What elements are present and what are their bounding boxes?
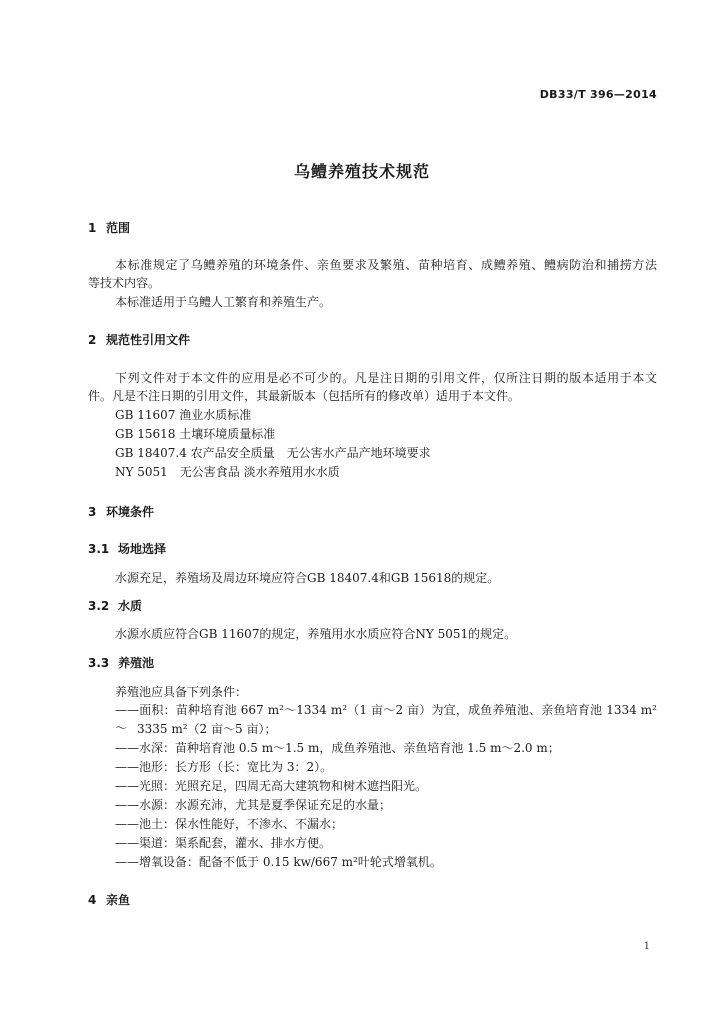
paragraph-line: 下列文件对于本文件的应用是必不可少的。凡是注日期的引用文件，仅所注日期的版本适用于本文: [115, 371, 657, 385]
reference-item: GB 18407.4 农产品安全质量 无公害水产品产地环境要求: [115, 446, 431, 460]
section-title: 规范性引用文件: [106, 333, 191, 347]
subsection-3-2-heading: [88, 597, 657, 615]
reference-item: GB 15618 土壤环境质量标准: [115, 427, 276, 441]
paragraph-line: 水源水质应符合GB 11607的规定，养殖用水水质应符合NY 5051的规定。: [115, 627, 517, 641]
section-2-heading: [88, 331, 657, 349]
subsection-title: 养殖池: [118, 656, 155, 670]
list-item: ——增氧设备：配备不低于 0.15 kw/667 m²叶轮式增氧机。: [115, 855, 442, 869]
paragraph-line: 水源充足，养殖场及周边环境应符合GB 18407.4和GB 15618的规定。: [115, 571, 500, 585]
page-number: 1: [643, 941, 650, 952]
section-number: 1: [88, 221, 97, 235]
list-item: ——光照：光照充足，四周无高大建筑物和树木遮挡阳光。: [115, 779, 428, 793]
paragraph-line: 件。凡是不注日期的引用文件，其最新版本（包括所有的修改单）适用于本文件。: [88, 389, 521, 403]
subsection-number: 3.1: [88, 542, 110, 556]
subsection-3-3-heading: [88, 654, 657, 672]
list-item: ——面积：苗种培育池 667 m²～1334 m²（1 亩～2 亩）为宜，成鱼养殖池、亲鱼培育池 1334 m²～: [115, 703, 657, 735]
paragraph-line: 等技术内容。: [88, 276, 161, 290]
document-title: 乌鳢养殖技术规范: [293, 162, 430, 181]
subsection-3-1-heading: [88, 540, 657, 558]
paragraph-line: 本标准适用于乌鳢人工繁育和养殖生产。: [115, 295, 332, 309]
document-code: DB33/T 396—2014: [539, 88, 657, 101]
reference-item: GB 11607 渔业水质标准: [115, 408, 252, 422]
paragraph-line: 本标准规定了乌鳢养殖的环境条件、亲鱼要求及繁殖、苗种培育、成鳢养殖、鳢病防治和捕捞方法: [115, 258, 657, 272]
list-item: ——水深：苗种培育池 0.5 m～1.5 m，成鱼养殖池、亲鱼培育池 1.5 m～2.0 m；: [115, 741, 560, 755]
section-number: 2: [88, 333, 97, 347]
section-title: 亲鱼: [106, 893, 131, 907]
section-1-heading: [88, 219, 657, 237]
section-number: 4: [88, 893, 97, 907]
list-item: ——渠道：渠系配套，灌水、排水方便。: [115, 836, 332, 850]
list-item-continuation: 3335 m²（2 亩～5 亩）；: [137, 722, 277, 736]
section-3-heading: [88, 503, 657, 521]
section-4-heading: [88, 891, 657, 909]
subsection-number: 3.2: [88, 599, 110, 613]
list-item: ——池形：长方形（长：宽比为 3：2）。: [115, 760, 333, 774]
paragraph-line: 养殖池应具备下列条件：: [115, 685, 248, 699]
section-title: 环境条件: [106, 505, 155, 519]
section-number: 3: [88, 505, 97, 519]
list-item: ——水源：水源充沛，尤其是夏季保证充足的水量；: [115, 798, 392, 812]
subsection-title: 场地选择: [118, 542, 167, 556]
subsection-title: 水质: [118, 599, 143, 613]
reference-item: NY 5051 无公害食品 淡水养殖用水水质: [115, 465, 340, 479]
section-title: 范围: [106, 221, 131, 235]
list-item: ——池土：保水性能好，不渗水、不漏水；: [115, 817, 344, 831]
subsection-number: 3.3: [88, 656, 110, 670]
